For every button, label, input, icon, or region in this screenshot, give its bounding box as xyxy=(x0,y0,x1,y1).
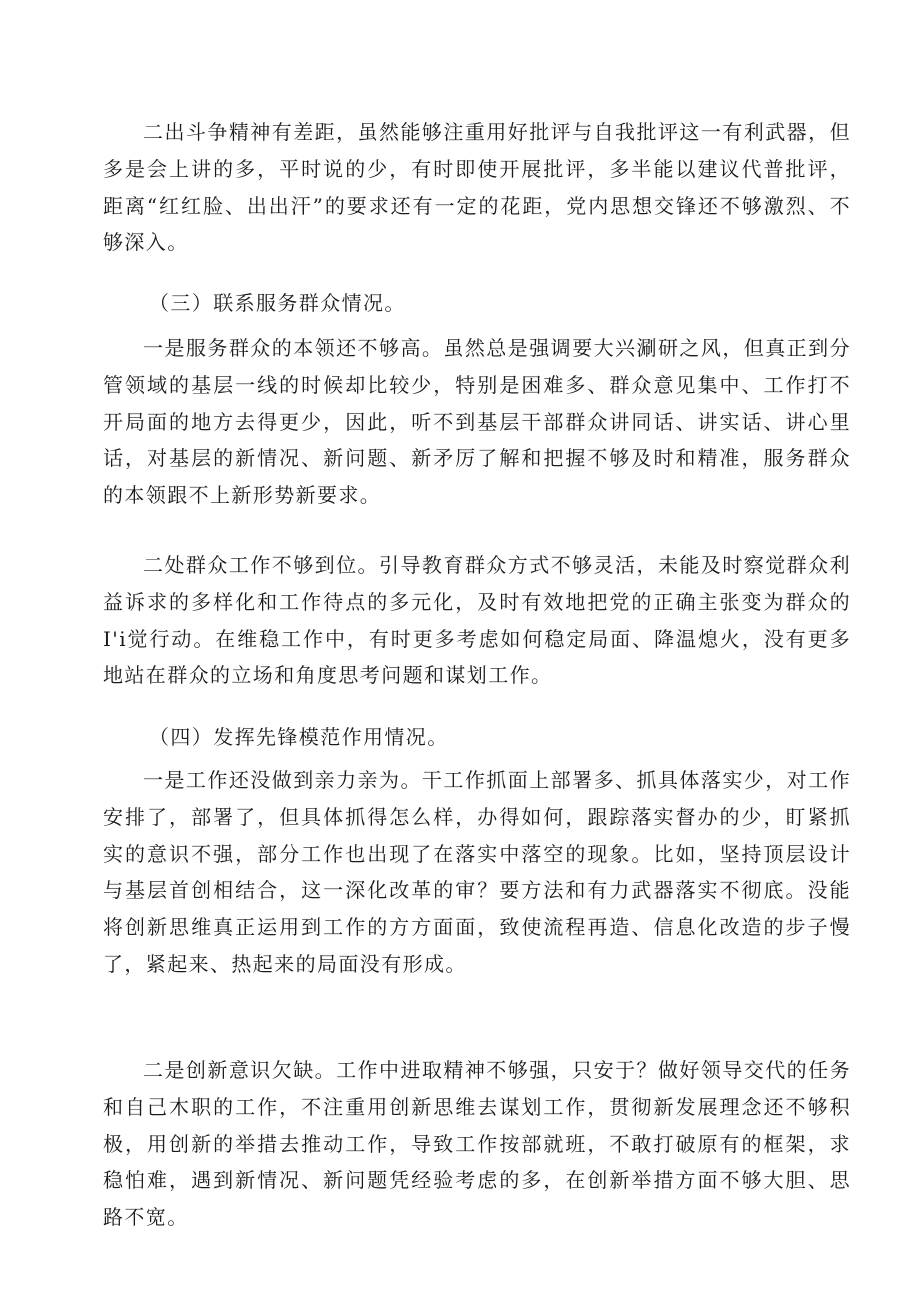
paragraph-mass-work: 二处群众工作不够到位。引导教育群众方式不够灵活，未能及时察觉群众利益诉求的多样化和工作待点的多元化，及时有效地把党的正确主张变为群众的I'i觉行动。在维稳工作中，有时更多考虑如何稳定局面、降温熄火，没有更多地站在群众的立场和角度思考问题和谋划工作。 xyxy=(103,553,851,688)
paragraph-service-ability: 一是服务群众的本领还不够高。虽然总是强调要大兴涮研之风，但真正到分管领域的基层一线的时候却比较少，特别是困难多、群众意见集中、工作打不开局面的地方去得更少，因此，听不到基层干部群众讲同话、讲实话、讲心里话，对基层的新情况、新问题、新矛厉了解和把握不够及时和精准，服务群众的本领跟不上新形势新要求。 xyxy=(103,336,851,508)
section-heading-4: （四）发挥先锋模范作用情况。 xyxy=(149,725,449,749)
paragraph-hands-on-work: 一是工作还没做到亲力亲为。干工作抓面上部署多、抓具体落实少，对工作安排了，部署了，但具体抓得怎么样，办得如何，跟踪落实督办的少，盯紧抓实的意识不强，部分工作也出现了在落实中落空的现象。比如，坚持顶层设计与基层首创相结合，这一深化改革的审？要方法和有力武器落实不彻底。没能将创新思维真正运用到工作的方方面面，致使流程再造、信息化改造的步子慢了，紧起来、热起来的局面没有形成。 xyxy=(103,768,851,976)
section-heading-3: （三）联系服务群众情况。 xyxy=(149,291,406,315)
paragraph-innovation: 二是创新意识欠缺。工作中进取精神不够强，只安于？做好领导交代的任务和自己木职的工作，不注重用创新思维去谋划工作，贯彻新发展理念还不够积极，用创新的举措去推动工作，导致工作按部就班，不敢打破原有的框架，求稳怕难，遇到新情况、新问题凭经验考虑的多，在创新举措方面不够大胆、思路不宽。 xyxy=(103,1058,851,1230)
paragraph-struggle-spirit: 二出斗争精神有差距，虽然能够注重用好批评与自我批评这一有利武器，但多是会上讲的多，平时说的少，有时即使开展批评，多半能以建议代普批评，距离“红红脸、出出汗”的要求还有一定的花距，党内思想交锋还不够激烈、不够深入。 xyxy=(103,120,851,255)
